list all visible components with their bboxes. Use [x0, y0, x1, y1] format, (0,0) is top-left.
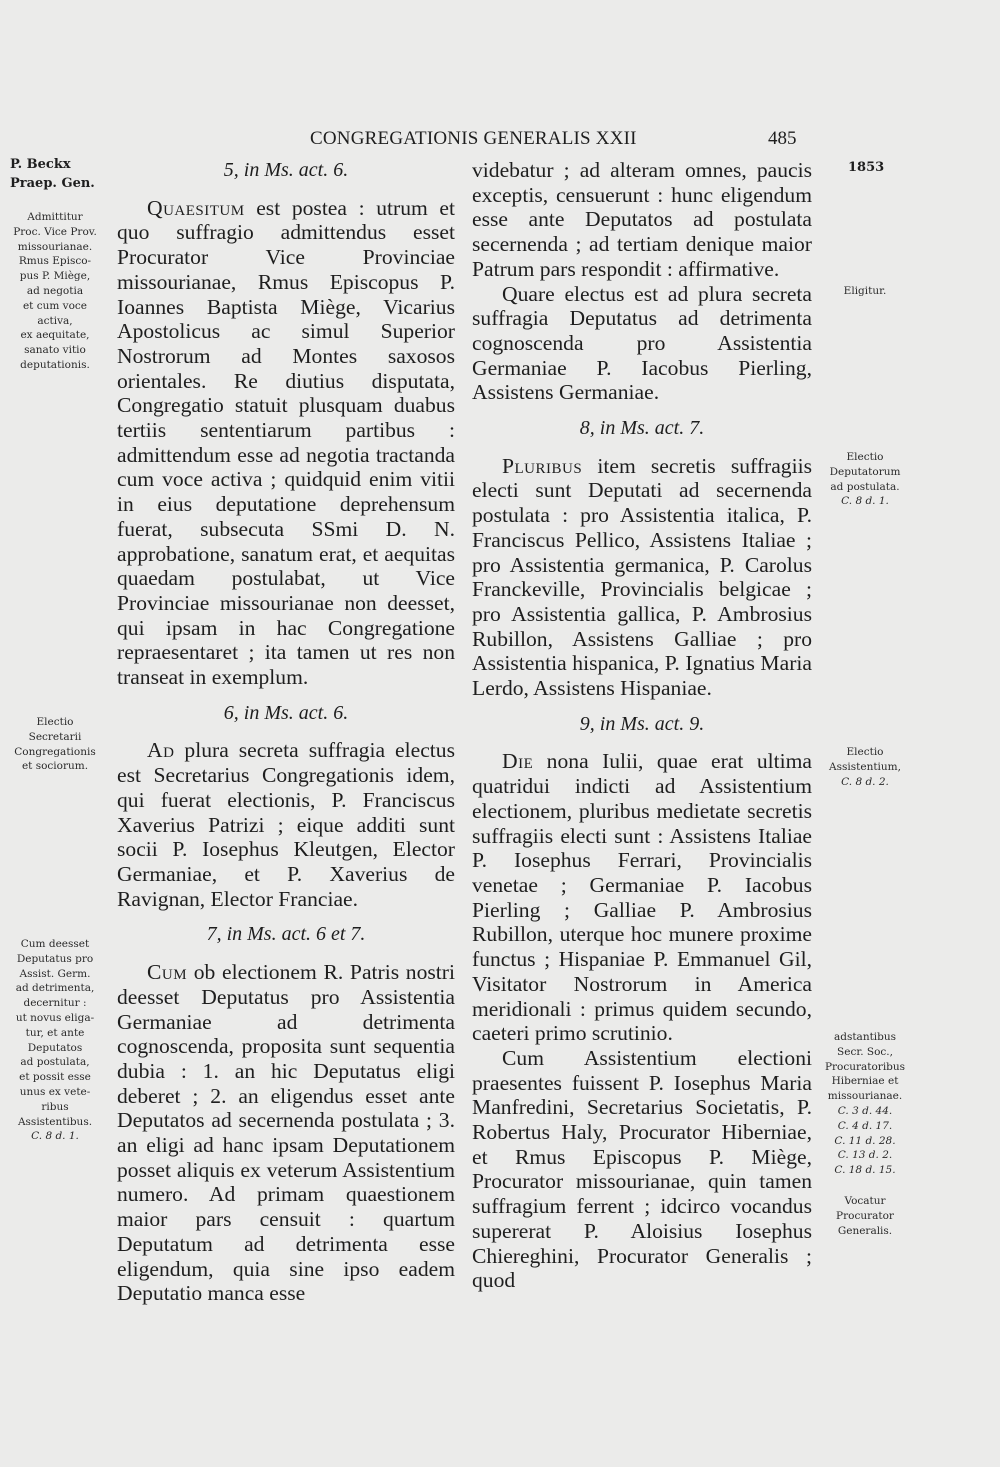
left-margin-head	[10, 155, 110, 193]
section-heading: 6, in Ms. act. 6.	[223, 701, 349, 724]
note-line: Assistentibus.	[17, 1115, 93, 1128]
paragraph-text: item secretis suffragiis electi sunt Deputati ad secernenda postulata : pro Assistentia italica, P. Franciscus Pellico, Assistens Italiae ; pro Assistentia germanica, P. Carolus Franckeville, Provincialis belgicae ; pro Assistentia gallica, P. Ambrosius Rubillon, Assistens Galliae ; pro Assistentia hispanica, P. Ignatius Maria Lerdo, Assistens Hispaniae.	[472, 453, 812, 701]
right-margin-note-deputies	[822, 450, 908, 509]
note-ref: C. 11 d. 28.	[834, 1134, 896, 1147]
page-number: 485	[768, 128, 797, 149]
lead-word: Quaesitum	[147, 195, 245, 220]
paragraph: Quare electus est ad plura secreta suffragia Deputatus ad detrimenta cognoscenda pro Assistentia Germaniae P. Iacobus Pierling, Assistens Germaniae.	[472, 281, 812, 405]
lead-word: Pluribus	[502, 453, 583, 478]
paragraph-text: nona Iulii, quae erat ultima quatridui indicti ad Assistentium electionem, pluribus medietate secretis suffragiis electi sunt : Assistens Italiae P. Iosephus Ferrari, Provincialis venetae ; Germaniae P. Iacobus Pierling ; Galliae P. Ambrosius Rubillon, uterque hoc munere proxime functus ; Hispaniae P. Emmanuel Gil, Visitator Nostrorum in America meridionali : primus quidem secundo, caeteri primo scrutinio.	[472, 749, 812, 1046]
note-line: sanato vitio	[24, 344, 86, 357]
note-line: missourianae.	[827, 1090, 903, 1103]
note-ref: C. 8 d. 2.	[841, 775, 889, 788]
note-ref: C. 4 d. 17.	[837, 1119, 893, 1132]
margin-head-line: Praep. Gen.	[10, 176, 95, 191]
right-margin-note-elected	[822, 284, 908, 299]
note-line: ribus	[41, 1100, 69, 1113]
margin-head-line: P. Beckx	[10, 157, 71, 172]
note-line: ad detrimenta,	[15, 982, 95, 995]
note-line: Assist. Germ.	[19, 967, 91, 980]
note-line: ad negotia	[26, 284, 84, 297]
section-heading: 8, in Ms. act. 7.	[579, 417, 705, 440]
note-line: Assistentium,	[829, 760, 901, 773]
lead-word: Ad	[147, 738, 175, 763]
note-line: Vocatur	[844, 1195, 886, 1207]
left-text-column	[117, 158, 455, 1306]
section-heading: 7, in Ms. act. 6 et 7.	[206, 923, 366, 946]
section-heading: 5, in Ms. act. 6.	[223, 159, 349, 181]
left-margin-note-secretary	[12, 715, 98, 774]
note-line: Electio	[846, 451, 884, 463]
note-ref: C. 18 d. 15.	[834, 1164, 896, 1177]
note-line: deputationis.	[20, 358, 90, 371]
right-text-column	[472, 158, 812, 1293]
section-heading: 9, in Ms. act. 9.	[579, 712, 705, 735]
note-ref: C. 13 d. 2.	[837, 1149, 893, 1162]
note-line: Eligitur.	[843, 285, 887, 297]
lead-word: Die	[502, 749, 534, 774]
left-margin-note-deputy	[12, 937, 98, 1144]
lead-word: Cum	[147, 960, 188, 985]
note-line: decernitur :	[23, 997, 87, 1010]
note-line: adstantibus	[833, 1031, 897, 1043]
note-line: ad postulata.	[830, 480, 900, 493]
note-line: Procurator	[836, 1209, 894, 1222]
page-header	[0, 128, 1000, 152]
year-marker: 1853	[848, 160, 885, 175]
paragraph	[117, 196, 455, 690]
note-line: Cum deesset	[20, 938, 90, 950]
note-line: Proc. Vice Prov.	[13, 225, 97, 238]
note-line: Secretarii	[28, 730, 82, 743]
note-ref: C. 8 d. 1.	[31, 1130, 79, 1143]
note-line: Generalis.	[837, 1224, 893, 1237]
note-line: Secr. Soc.,	[837, 1045, 893, 1058]
note-line: et sociorum.	[21, 760, 89, 773]
note-line: Electio	[36, 716, 74, 728]
note-line: et possit esse	[19, 1071, 91, 1084]
note-line: tur, et ante	[25, 1026, 85, 1039]
note-line: pus P. Miège,	[19, 270, 91, 283]
note-line: activa,	[37, 314, 73, 327]
paragraph	[117, 738, 455, 911]
note-line: et cum voce	[22, 299, 88, 312]
paragraph-text: plura secreta suffragia electus est Secretarius Congregationis idem, qui fuerat electionis, P. Franciscus Xaverius Patrizi ; eique additi sunt socii P. Iosephus Kleutgen, Elector Germaniae, et P. Xaverius de Ravignan, Elector Franciae.	[117, 738, 455, 911]
note-ref: C. 3 d. 44.	[837, 1104, 893, 1117]
note-line: Deputatorum	[829, 465, 901, 478]
paragraph	[472, 454, 812, 701]
note-line: ut novus eliga-	[15, 1011, 95, 1024]
note-line: Electio	[846, 746, 884, 758]
note-line: Hiberniae et	[831, 1075, 899, 1088]
right-margin-note-present	[822, 1030, 908, 1178]
paragraph	[117, 960, 455, 1306]
note-line: Deputatos	[27, 1041, 83, 1054]
note-line: ex aequitate,	[20, 329, 90, 342]
note-line: missourianae.	[17, 240, 93, 253]
note-line: Procuratoribus	[824, 1060, 906, 1073]
note-line: unus ex vete-	[19, 1085, 91, 1098]
paragraph-text: ob electionem R. Patris nostri deesset Deputatus pro Assistentia Germaniae ad detrimenta cognoscenda, proposita sunt sequentia dubia : 1. an hic Deputatus eligi deberet ; 2. an eligendus esset ante Deputatos ad secernenda postulata ; 3. an eligi ad hanc ipsam Deputationem posset aliquis ex veterum Assistentium numero. Ad primam quaestionem maior pars censuit : quartum Deputatum ad detrimenta esse eligendum, quia sine ipso eadem Deputatio manca esse	[117, 960, 455, 1306]
note-line: Admittitur	[27, 211, 83, 223]
note-line: Congregationis	[14, 745, 96, 758]
left-margin-note-admission	[12, 210, 98, 373]
paragraph: videbatur ; ad alteram omnes, paucis exceptis, censuerunt : hunc eligendum esse ante Deputatos ad postulata secernenda ; ad tertiam denique maior Patrum pars respondit : affirmative.	[472, 158, 812, 281]
note-ref: C. 8 d. 1.	[841, 495, 889, 508]
paragraph	[472, 749, 812, 1045]
paragraph: Cum Assistentium electioni praesentes fuissent P. Iosephus Maria Manfredini, Secretarius Societatis, P. Robertus Haly, Procurator Hiberniae, et Rmus Episcopus P. Miège, Procurator missourianae, quin tamen suffragium ferrent ; idcirco vocandus supererat P. Aloisius Iosephus Chiereghini, Procurator Generalis ; quod	[472, 1045, 812, 1293]
running-title: CONGREGATIONIS GENERALIS XXII	[310, 128, 637, 149]
right-margin-note-procurator	[822, 1194, 908, 1238]
note-line: Rmus Episco-	[18, 255, 92, 268]
right-margin-note-assistants	[822, 745, 908, 789]
note-line: Deputatus pro	[16, 952, 94, 965]
note-line: ad postulata,	[20, 1056, 90, 1069]
paragraph-text: est postea : utrum et quo suffragio admittendus esset Procurator Vice Provinciae missourianae, Rmus Episcopus P. Ioannes Baptista Miège, Vicarius Apostolicus ac simul Superior Nostrorum ad Montes saxosos orientales. Re diutius disputata, Congregatio statuit plusquam duabus tertiis sententiarum partibus : admittendum esse ad negotia tractanda cum voce activa ; quidquid enim vitii in eius deputatione deprehensum fuerat, subsecuta SSmi D. N. approbatione, sanatum erat, et aequitas quaedam postulabat, ut Vice Provinciae missourianae non deesset, qui ipsam in hac Congregatione repraesentaret ; ita tamen ut res non transeat in exemplum.	[117, 195, 455, 690]
